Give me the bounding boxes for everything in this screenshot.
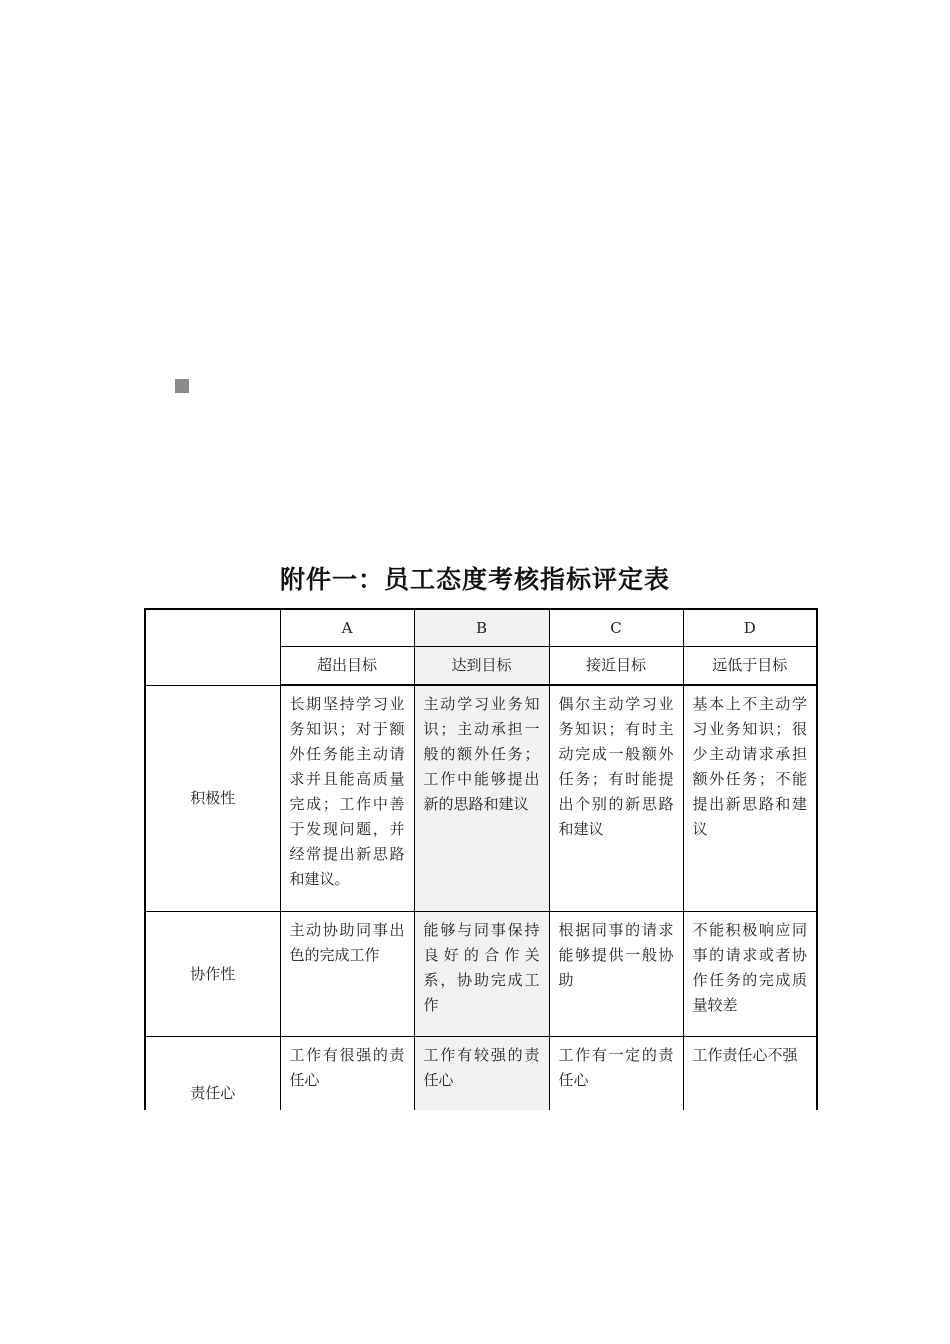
grade-label: 达到目标 — [414, 647, 549, 686]
grade-letter: B — [414, 609, 549, 647]
document-title: 附件一：员工态度考核指标评定表 — [279, 565, 670, 594]
criteria-cell: 长期坚持学习业务知识；对于额外任务能主动请求并且能高质量完成；工作中善于发现问题，并经常提出新思路和建议。 — [280, 685, 414, 912]
grade-letter: C — [549, 609, 683, 647]
corner-cell — [145, 609, 280, 685]
evaluation-table — [144, 608, 818, 1110]
criteria-cell: 基本上不主动学习业务知识；很少主动请求承担额外任务；不能提出新思路和建议 — [683, 685, 817, 912]
grade-label: 接近目标 — [549, 647, 683, 686]
grade-letter: D — [683, 609, 817, 647]
criteria-cell: 工作责任心不强 — [683, 1037, 817, 1111]
bullet-square-icon — [175, 379, 189, 393]
criteria-cell: 不能积极响应同事的请求或者协作任务的完成质量较差 — [683, 912, 817, 1037]
criteria-cell: 能够与同事保持良好的合作关系，协助完成工作 — [414, 912, 549, 1037]
grade-label: 超出目标 — [280, 647, 414, 686]
criteria-cell: 偶尔主动学习业务知识；有时主动完成一般额外任务；有时能提出个别的新思路和建议 — [549, 685, 683, 912]
table-row — [145, 685, 817, 912]
grade-label: 远低于目标 — [683, 647, 817, 686]
criteria-cell: 主动学习业务知识；主动承担一般的额外任务；工作中能够提出新的思路和建议 — [414, 685, 549, 912]
grade-letter-row — [145, 609, 817, 647]
criteria-cell: 根据同事的请求能够提供一般协助 — [549, 912, 683, 1037]
row-label: 积极性 — [145, 685, 280, 912]
row-label: 责任心 — [145, 1037, 280, 1111]
criteria-cell: 工作有很强的责任心 — [280, 1037, 414, 1111]
criteria-cell: 主动协助同事出色的完成工作 — [280, 912, 414, 1037]
evaluation-table-wrapper — [144, 608, 818, 1110]
table-row — [145, 1037, 817, 1111]
criteria-cell: 工作有一定的责任心 — [549, 1037, 683, 1111]
table-row — [145, 912, 817, 1037]
row-label: 协作性 — [145, 912, 280, 1037]
criteria-cell: 工作有较强的责任心 — [414, 1037, 549, 1111]
grade-letter: A — [280, 609, 414, 647]
